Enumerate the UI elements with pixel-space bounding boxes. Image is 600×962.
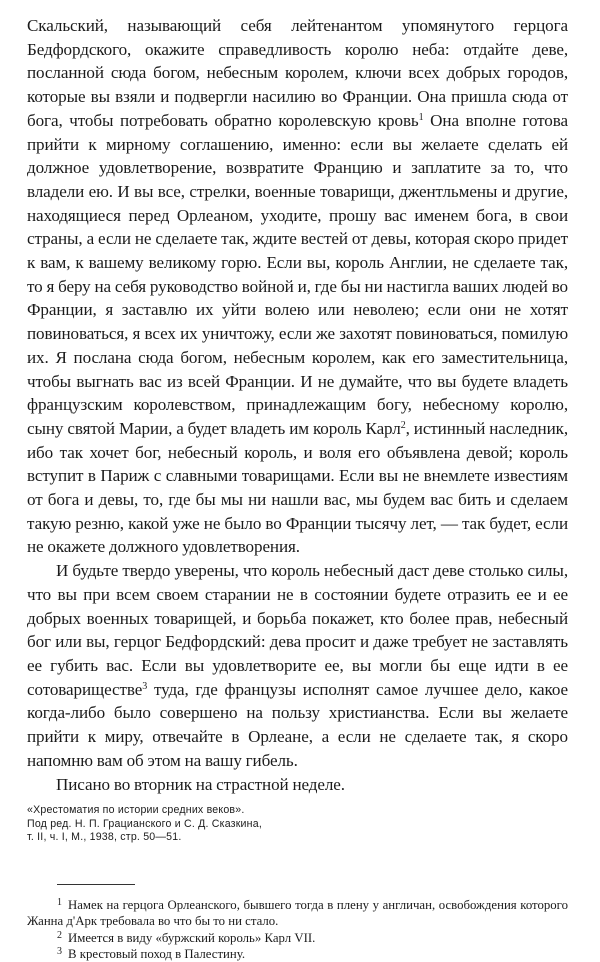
source-citation [27,804,568,844]
closing-line: Писано во вторник на страстной неделе. [56,774,345,794]
footnote-divider [57,884,135,885]
source-editors: Под ред. Н. П. Грацианского и С. Д. Сказкина, [27,817,262,830]
footnote-ref-3[interactable]: 3 [142,680,148,692]
footnote-ref-1[interactable]: 1 [418,111,424,123]
footnote-2: $^2$ Имеется в виду «буржский король» Карл VII. [57,929,316,945]
footnote-3: $^3$ В крестовый поход в Палестину. [57,945,246,961]
paragraph-1: Скальский, называющий себя лейтенантом упомянутого герцога Бедфордского, окажите справедливость королю неба: отдайте деве, посланной сюда богом, небесным королем, ключи всех добрых городов, которые вы взяли и подвергли насилию во Франции. Она пришла сюда от бога, чтобы потребовать обратно королевскую кровь$^1$ Она вполне готова прийти к мирному соглашению, именно: если вы желаете сделать ей должное удовлетворение, возвратите Францию и заплатите за то, что владели ею. И вы все, стрелки, военные товарищи, джентльмены и другие, находящиеся перед Орлеаном, уходите, прошу вас именем бога, в свои страны, а если не сделаете так, ждите вестей от девы, которая скоро придет к вам, к вашему великому горю. Если вы, король Англии, не сделаете так, то я беру на себя руководство войной и, где бы ни настигла ваших людей во Франции, я заставлю их уйти волею или неволею; если они не хотят повиноваться, я всех их уничтожу, если же захотят повиноваться, помилую их. Я послана сюда богом, небесным королем, как его заместительница, чтобы выгнать вас из всей Франции. И не думайте, что вы будете владеть французским королевством, принадлежащим богу, небесному королю, сыну святой Марии, а будет владеть им король Карл$^2$, истинный наследник, ибо так хочет бог, небесный король, и воля его объявлена девой; король вступит в Париж с славными товарищами. Если вы не внемлете известиям от бога и девы, то, где бы мы ни нашли вас, мы будем вас бить и сделаем такую резню, какой уже не было во Франции тысячу лет, — так будет, если не окажете должного удовлетворения. [27,16,569,557]
source-volume: т. II, ч. I, М., 1938, стр. 50—51. [27,830,182,843]
main-text [27,14,568,796]
footnotes [27,897,568,962]
paragraph-2: И будьте твердо уверены, что король небесный даст деве столько силы, что вы при всем своем старании не в состоянии будете отразить ее и ее добрых военных товарищей, и борьба покажет, кто более прав, небесный бог или вы, герцог Бедфордский: дева просит и даже требует не заставлять ее губить вас. Если вы удовлетворите ее, вы могли бы еще идти в ее сотовариществе$^3$ туда, где французы исполнят самое лучшее дело, какое когда-либо было совершено на пользу христианства. Если вы желаете прийти к миру, отвечайте в Орлеане, а если не сделаете так, я скоро напомню вам об этом на вашу гибель. [27,561,568,770]
footnote-ref-2[interactable]: 2 [400,419,406,431]
source-title: «Хрестоматия по истории средних веков». [27,804,245,817]
footnote-1: $^1$ Намек на герцога Орлеанского, бывшего тогда в плену у англичан, освобождения которого Жанна д'Арк требовала во что бы то ни стало. [27,897,568,929]
